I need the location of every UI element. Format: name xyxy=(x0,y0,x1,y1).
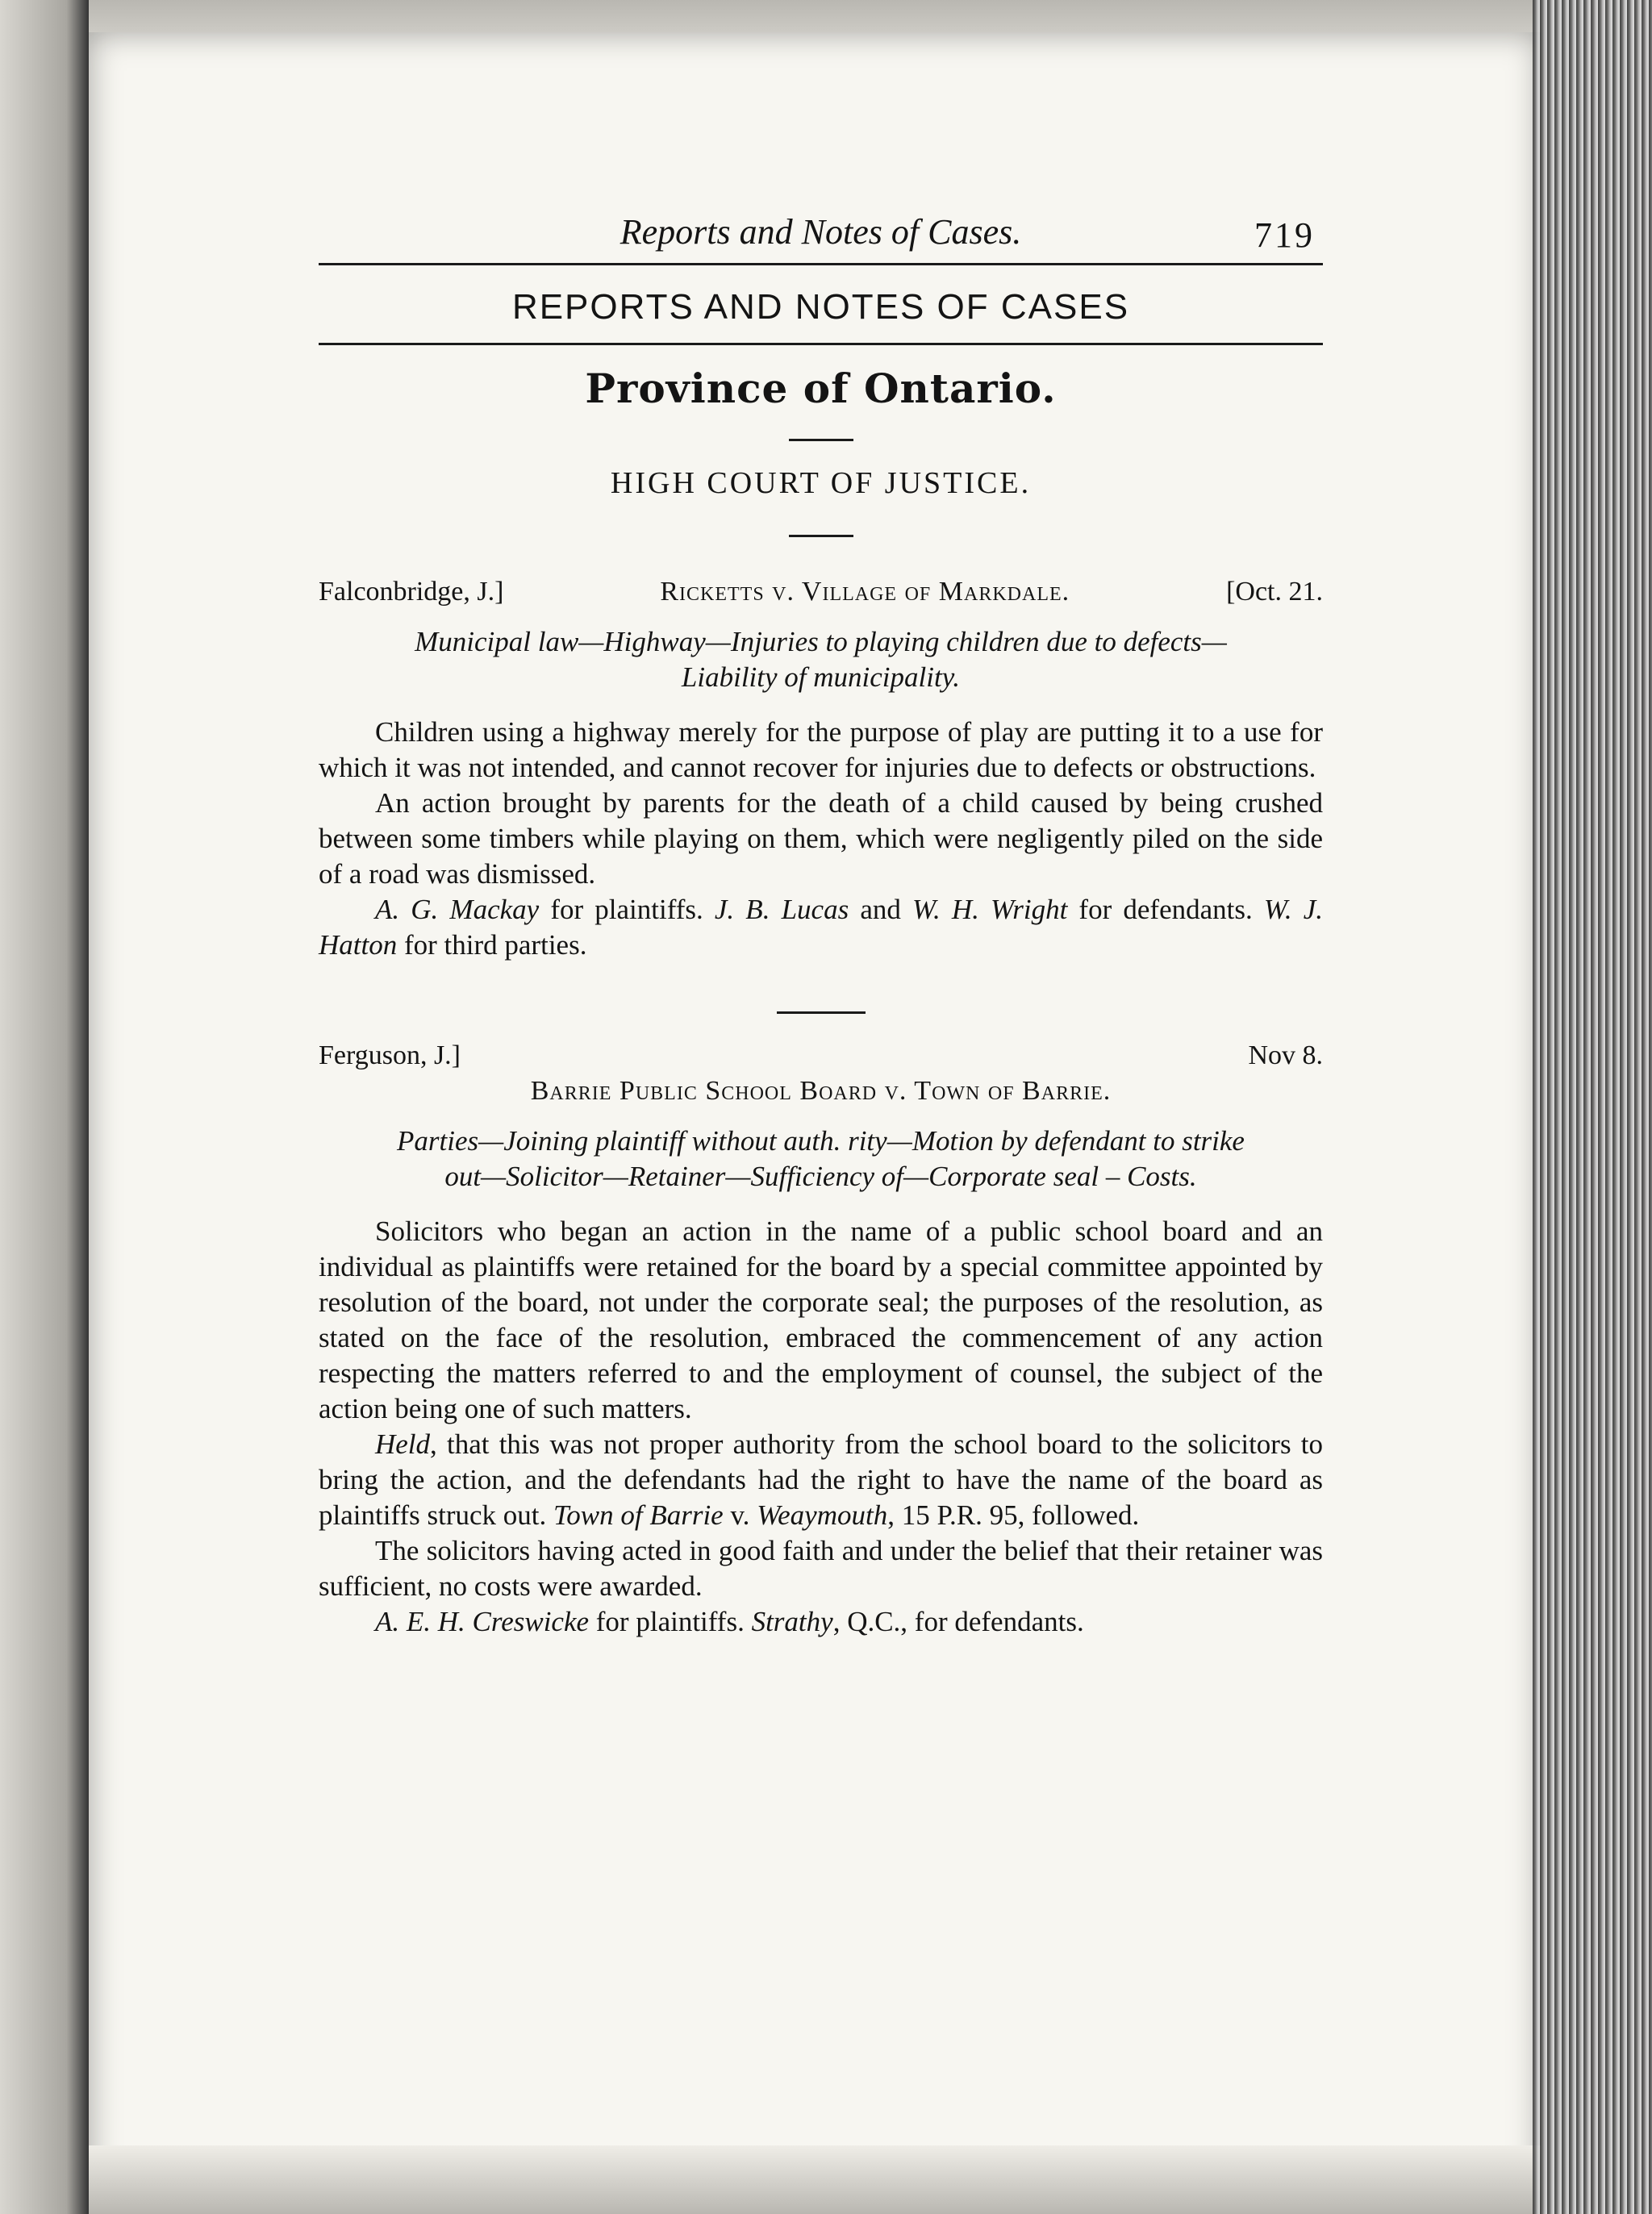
case-ricketts xyxy=(319,574,1323,963)
counsel-text: for third parties. xyxy=(397,929,587,961)
document-page xyxy=(319,210,1323,1640)
case-header xyxy=(319,574,1323,610)
counsel-text: for defendants. xyxy=(1067,894,1264,925)
counsel-name: A. E. H. Creswicke xyxy=(375,1606,590,1637)
held-text: , that this was not proper authority from the school board to the solicitors to bring the action, and the defendants had the right to have the name of the board as plaintiffs struck out. xyxy=(319,1428,1323,1531)
counsel-name: J. B. Lucas xyxy=(714,894,849,925)
case-judge: Ferguson, J.] xyxy=(319,1040,461,1070)
court-heading: HIGH COURT OF JUSTICE. xyxy=(610,466,1032,500)
case-judge: Falconbridge, J.] xyxy=(319,577,504,607)
case-paragraph: Solicitors who began an action in the name of a public school board and an individual as plaintiffs were retained for the board by a special committee appointed by resolution of the board, not under the corporate seal; the purposes of the resolution, as stated on the face of the resolution, embraced the commencement of any action respecting the matters referred to and the employment of counsel, the subject of the action being one of such matters. xyxy=(319,1215,1323,1424)
case-paragraph: The solicitors having acted in good faith and under the belief that their retainer was sufficient, no costs were awarded. xyxy=(319,1535,1323,1602)
case-headnote xyxy=(319,624,1323,695)
headnote-line: Parties—Joining plaintiff without auth. rity—Motion by defendant to strike xyxy=(397,1125,1245,1157)
section-title: REPORTS AND NOTES OF CASES xyxy=(511,287,1130,327)
case-counsel xyxy=(319,892,1323,963)
counsel-text: , Q.C., for defendants. xyxy=(832,1606,1084,1637)
case-paragraph: An action brought by parents for the death of a child caused by being crushed between some timbers while playing on them, which were negligently piled on the side of a road was dismissed. xyxy=(319,787,1323,890)
citation-name: Weaymouth xyxy=(757,1499,888,1531)
page-left-edge xyxy=(0,0,95,2214)
counsel-name: W. J. Hatton xyxy=(319,894,1323,961)
province-heading: Province of Ontario. xyxy=(585,365,1057,412)
case-held xyxy=(319,1427,1323,1533)
page-number: 719 xyxy=(1254,215,1315,255)
held-word: Held xyxy=(375,1428,431,1460)
case-date: [Oct. 21. xyxy=(1226,577,1323,607)
case-barrie xyxy=(319,1038,1323,1640)
headnote-line: Liability of municipality. xyxy=(681,661,961,693)
citation-rest: , 15 P.R. 95, followed. xyxy=(887,1499,1140,1531)
counsel-name: Strathy xyxy=(751,1606,833,1637)
headnote-line: out—Solicitor—Retainer—Sufficiency of—Corporate seal – Costs. xyxy=(444,1161,1197,1192)
case-date: Nov 8. xyxy=(1248,1040,1323,1070)
counsel-name: W. H. Wright xyxy=(912,894,1068,925)
case-title: Ricketts v. Village of Markdale. xyxy=(660,577,1070,607)
case-headnote xyxy=(319,1124,1323,1195)
headnote-line: Municipal law—Highway—Injuries to playing children due to defects— xyxy=(415,626,1227,657)
page-bottom-edge xyxy=(89,2145,1541,2214)
counsel-text: for plaintiffs. xyxy=(539,894,715,925)
case-counsel xyxy=(319,1604,1323,1640)
citation-name: Town of Barrie xyxy=(553,1499,724,1531)
case-title: Barrie Public School Board v. Town of Barrie. xyxy=(530,1076,1112,1106)
citation-v: v. xyxy=(723,1499,757,1531)
counsel-text: for plaintiffs. xyxy=(589,1606,752,1637)
running-head xyxy=(319,210,1323,263)
counsel-text: and xyxy=(849,894,913,925)
running-title: Reports and Notes of Cases. xyxy=(620,212,1022,252)
book-fore-edge xyxy=(1533,0,1652,2214)
counsel-name: A. G. Mackay xyxy=(375,894,540,925)
case-paragraph: Children using a highway merely for the purpose of play are putting it to a use for which it was not intended, and cannot recover for injuries due to defects or obstructions. xyxy=(319,716,1323,783)
case-header xyxy=(319,1038,1323,1074)
